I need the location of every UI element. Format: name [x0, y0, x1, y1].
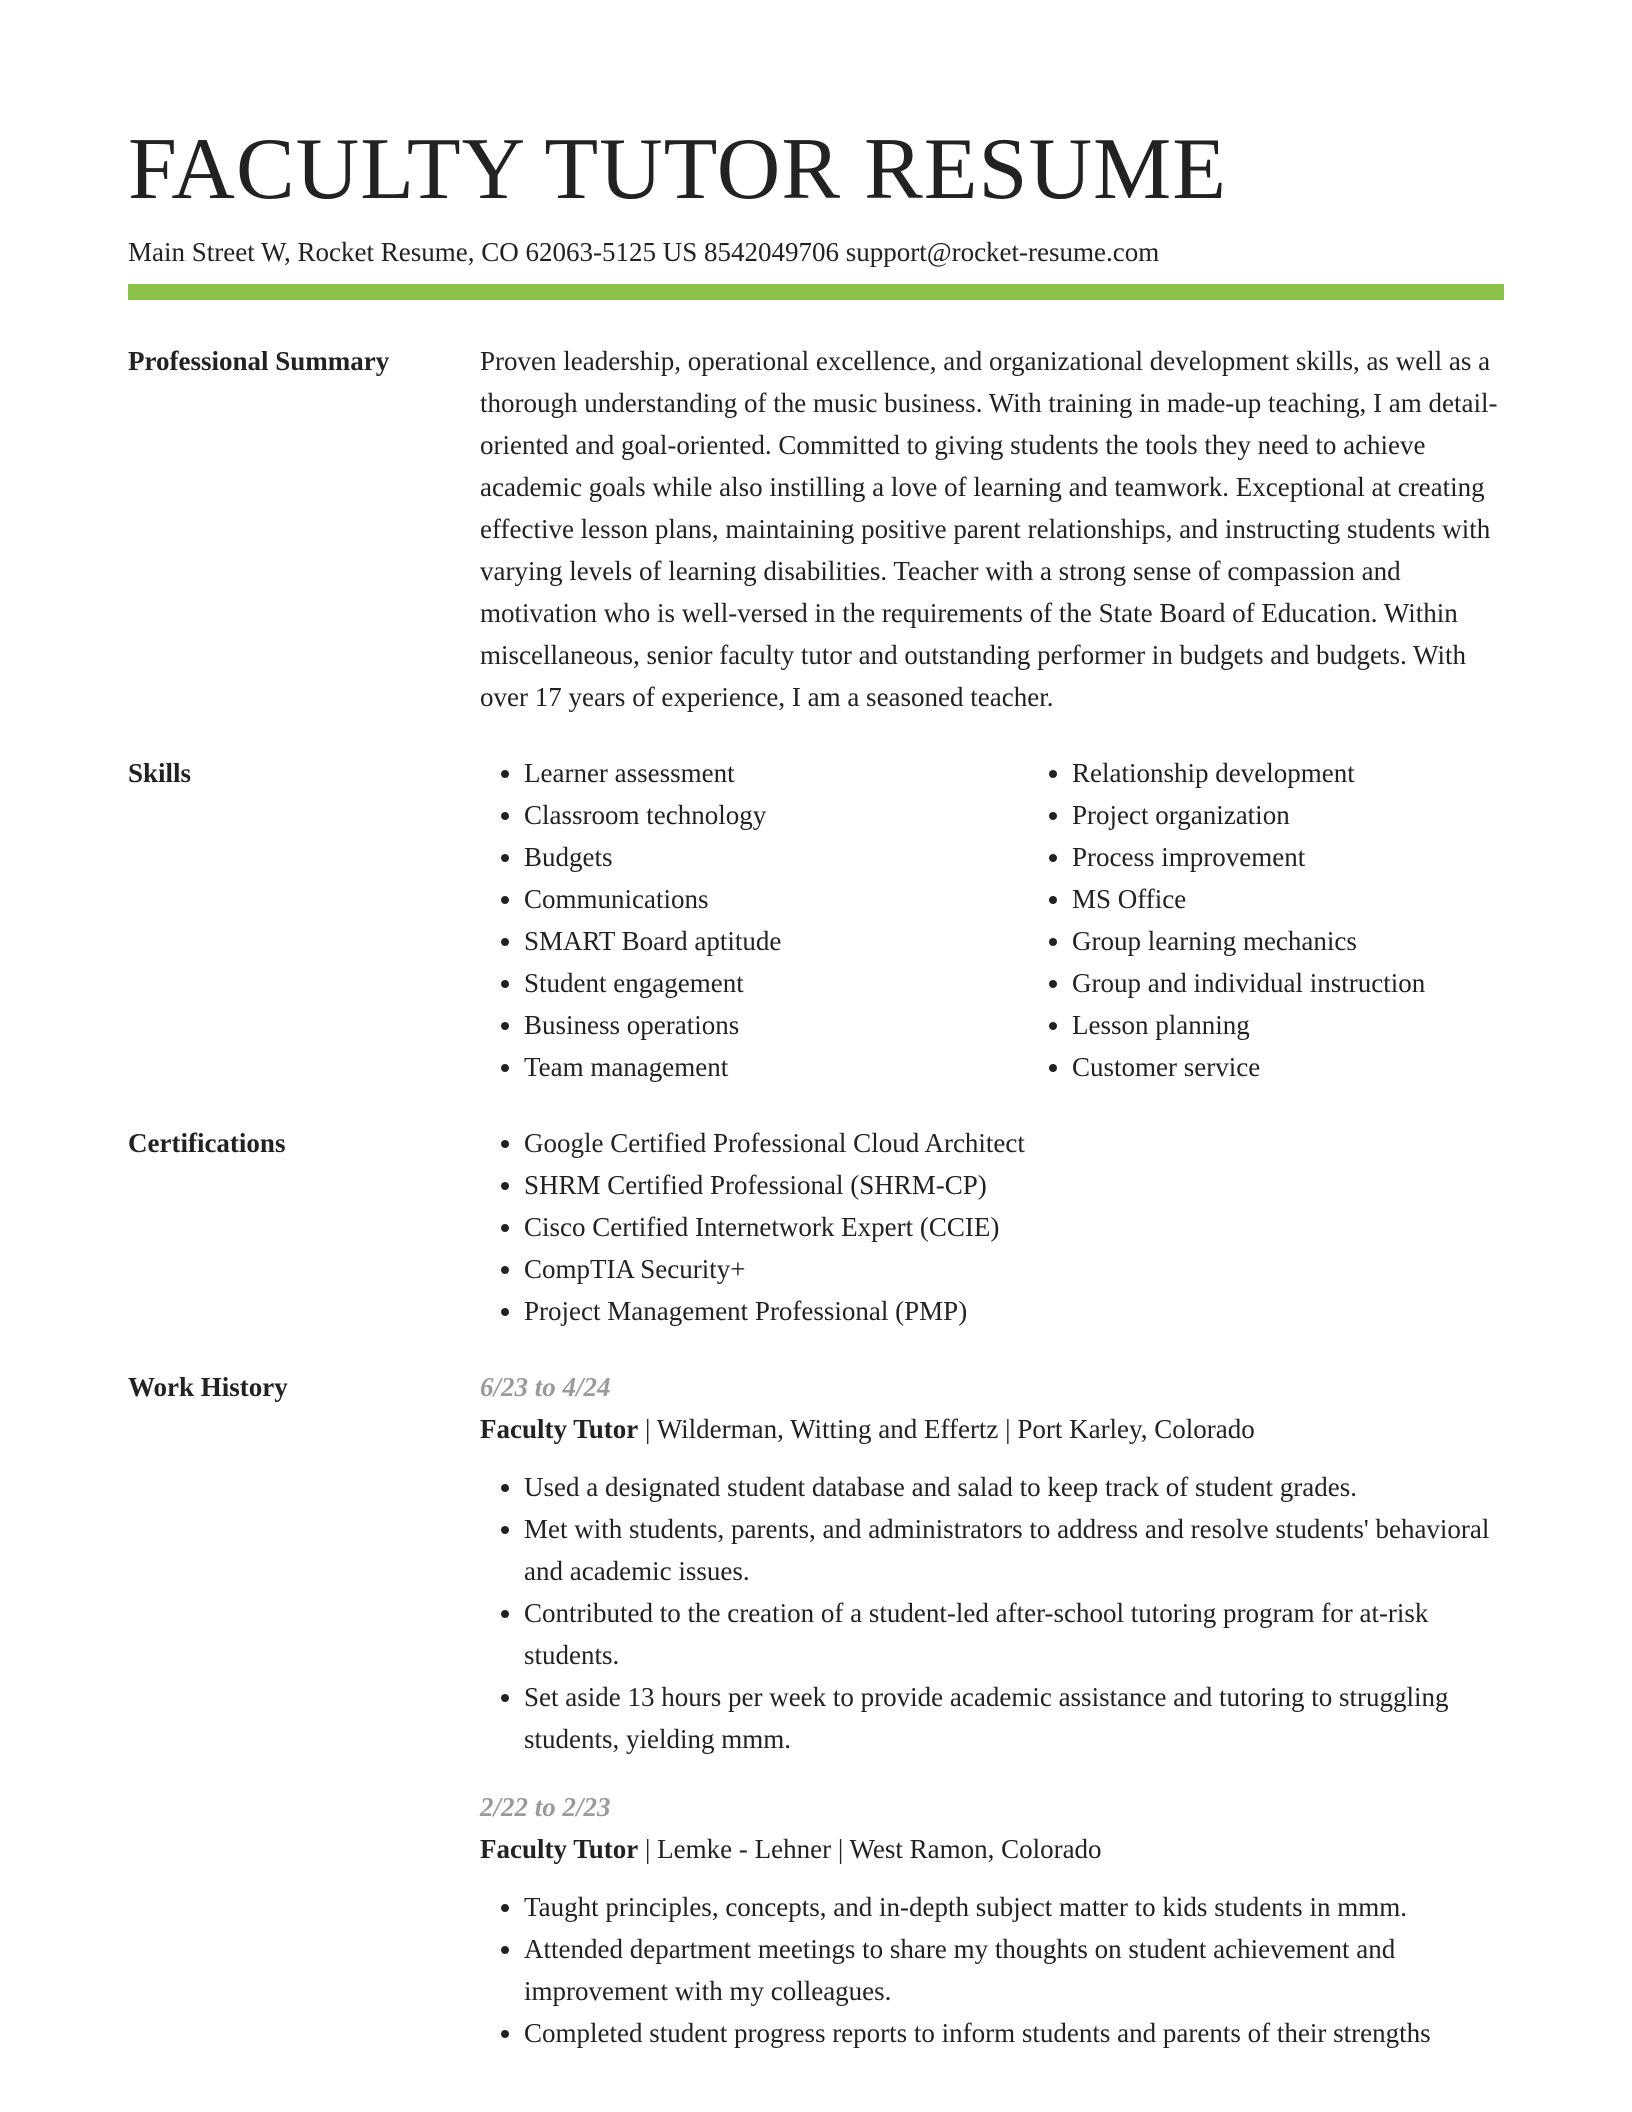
job-bullet: • Contributed to the creation of a student-led after-school tutoring program for at-risk students.	[524, 1592, 1504, 1676]
job-details: | Wilderman, Witting and Effertz | Port Karley, Colorado	[638, 1414, 1255, 1444]
skills-list-left	[480, 752, 1028, 1088]
skill-item: • Process improvement	[1072, 836, 1504, 878]
skill-item: • MS Office	[1072, 878, 1504, 920]
resume-title: FACULTY TUTOR RESUME	[128, 121, 1227, 218]
summary-text: Proven leadership, operational excellence, and organizational development skills, as well as a thorough understanding of the music business. With training in made-up teaching, I am detail-oriented and goal-oriented. Committed to giving students the tools they need to achieve academic goals while also instilling a love of learning and teamwork. Exceptional at creating effective lesson plans, maintaining positive parent relationships, and instructing students with varying levels of learning disabilities. Teacher with a strong sense of compassion and motivation who is well-versed in the requirements of the State Board of Education. Within miscellaneous, senior faculty tutor and outstanding performer in budgets and budgets. With over 17 years of experience, I am a seasoned teacher.	[480, 346, 1498, 712]
job-details: | Lemke - Lehner | West Ramon, Colorado	[638, 1834, 1102, 1864]
resume-page	[128, 120, 1504, 2080]
job-bullets	[480, 1886, 1504, 2054]
skill-item: • Relationship development	[1072, 752, 1504, 794]
job-bullet: • Set aside 13 hours per week to provide academic assistance and tutoring to struggling students, yielding mmm.	[524, 1676, 1504, 1760]
skill-item: • Group and individual instruction	[1072, 962, 1504, 1004]
job-bullets	[480, 1466, 1504, 1760]
skill-item: • Lesson planning	[1072, 1004, 1504, 1046]
summary-section	[128, 340, 1504, 718]
job-heading	[480, 1828, 1504, 1870]
skill-item: • Project organization	[1072, 794, 1504, 836]
certification-item: • Cisco Certified Internetwork Expert (CCIE)	[524, 1206, 1504, 1248]
job-bullet: • Taught principles, concepts, and in-depth subject matter to kids students in mmm.	[524, 1886, 1504, 1928]
job-dates: 2/22 to 2/23	[480, 1792, 611, 1822]
job-bullet: • Met with students, parents, and administrators to address and resolve students' behavioral and academic issues.	[524, 1508, 1504, 1592]
job-heading	[480, 1408, 1504, 1450]
job-title: Faculty Tutor	[480, 1834, 639, 1864]
certification-item: • SHRM Certified Professional (SHRM-CP)	[524, 1164, 1504, 1206]
job-bullet: • Completed student progress reports to inform students and parents of their strengths	[524, 2012, 1504, 2054]
skill-item: • Team management	[524, 1046, 1028, 1088]
skills-heading: Skills	[128, 758, 192, 788]
skill-item: • Classroom technology	[524, 794, 1028, 836]
skill-item: • Learner assessment	[524, 752, 1028, 794]
header-divider	[128, 284, 1504, 300]
job-entry	[480, 1786, 1504, 2054]
work-history-section	[128, 1366, 1504, 2080]
certification-item: • Project Management Professional (PMP)	[524, 1290, 1504, 1332]
job-bullet: • Attended department meetings to share my thoughts on student achievement and improvement with my colleagues.	[524, 1928, 1504, 2012]
certification-item: • Google Certified Professional Cloud Architect	[524, 1122, 1504, 1164]
work-history-heading: Work History	[128, 1372, 288, 1402]
job-bullet: • Used a designated student database and salad to keep track of student grades.	[524, 1466, 1504, 1508]
skills-list-right	[1028, 752, 1504, 1088]
certifications-section	[128, 1122, 1504, 1332]
certification-item: • CompTIA Security+	[524, 1248, 1504, 1290]
contact-email[interactable]: support@rocket-resume.com	[845, 237, 1160, 267]
job-title: Faculty Tutor	[480, 1414, 639, 1444]
skill-item: • Communications	[524, 878, 1028, 920]
skill-item: • Customer service	[1072, 1046, 1504, 1088]
skill-item: • Student engagement	[524, 962, 1028, 1004]
contact-line	[128, 234, 1504, 270]
skill-item: • SMART Board aptitude	[524, 920, 1028, 962]
skill-item: • Group learning mechanics	[1072, 920, 1504, 962]
job-dates: 6/23 to 4/24	[480, 1372, 611, 1402]
skill-item: • Business operations	[524, 1004, 1028, 1046]
certifications-list	[480, 1122, 1504, 1332]
skills-section	[128, 752, 1504, 1088]
job-entry	[480, 1366, 1504, 1760]
contact-address: Main Street W, Rocket Resume, CO 62063-5125 US	[128, 237, 698, 267]
contact-phone: 8542049706	[703, 237, 839, 267]
certifications-heading: Certifications	[128, 1128, 286, 1158]
summary-heading: Professional Summary	[128, 346, 390, 376]
skill-item: • Budgets	[524, 836, 1028, 878]
